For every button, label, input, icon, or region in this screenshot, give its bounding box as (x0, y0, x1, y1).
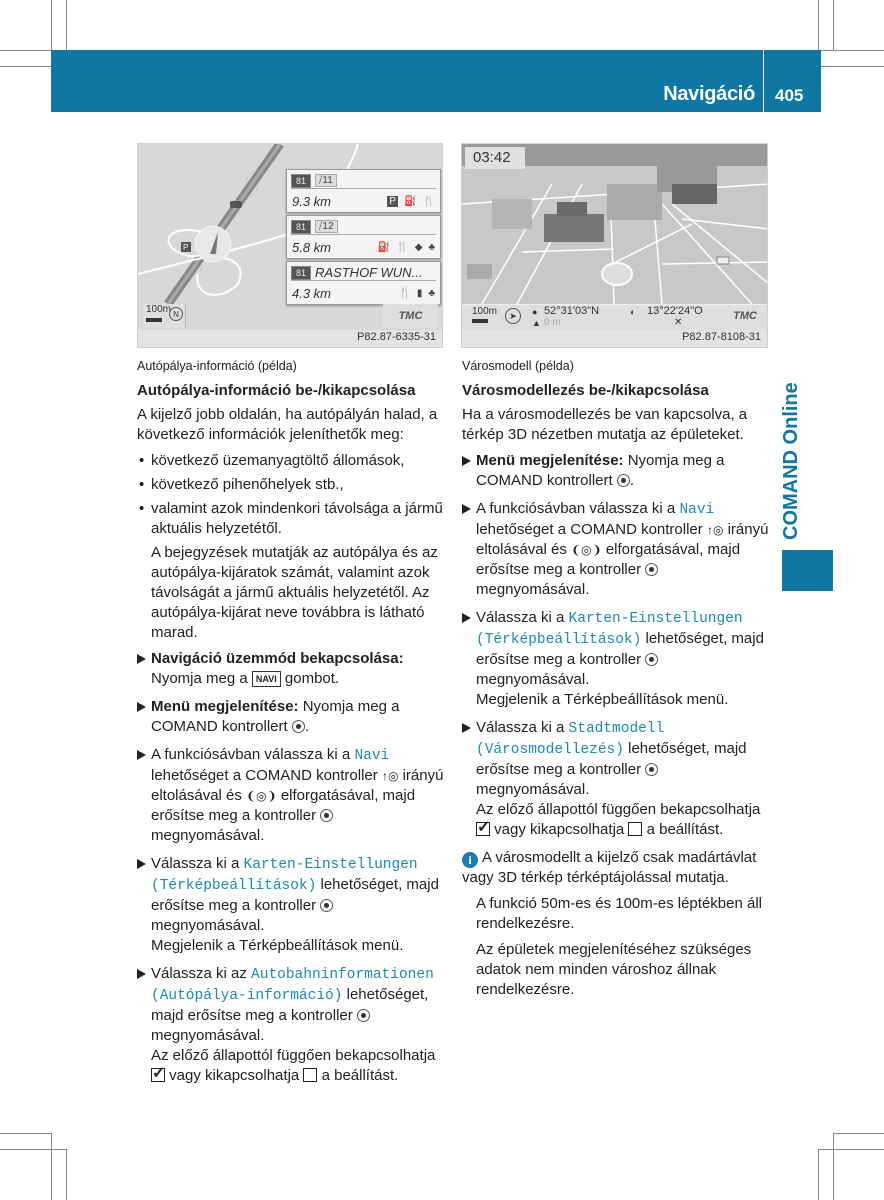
figure-autobahn-info (137, 143, 443, 348)
right-column (462, 356, 772, 1006)
menu-option: Stadtmodell (Városmodellezés) (476, 721, 665, 758)
intro-paragraph: Ha a városmodellezés be van kapcsolva, a térkép 3D nézetben mutatja az épületeket. (462, 406, 748, 443)
parking-icon: P (389, 195, 397, 207)
fuel-icon: ⛽ (404, 195, 417, 207)
autobahn-panel (286, 169, 441, 213)
crop-mark (51, 1133, 52, 1200)
distance: 4.3 km (292, 285, 332, 301)
step-arrow-icon (462, 723, 471, 733)
autobahn-panel (286, 215, 441, 259)
scale-indicator: 100m N (142, 304, 186, 328)
chapter-tab-block (782, 550, 833, 591)
figure-code: P82.87-8108-31 (682, 331, 761, 343)
controller-press-icon (357, 1009, 370, 1022)
page-number: 405 (775, 86, 804, 105)
step-item: A funkciósávban válassza ki a Navi lehetőséget a COMAND kontroller ↑◎ irányú eltolásával és ❨◎❩ elforgatásával, majd erősítse meg a kontroller megnyomásával. (462, 499, 772, 600)
menu-option: Navi (679, 502, 715, 518)
fuel-icon: ⛽ (377, 241, 391, 253)
road-number-badge: 81 (291, 174, 311, 188)
crop-mark (833, 1133, 884, 1134)
note-paragraph: A bejegyzések mutatják az autópálya és az autópálya-kijáratok számát, valamint azok távolságát a jármű aktuális helyzetétől. Az autópálya-kijárat neve továbbra is látható marad. (151, 544, 438, 641)
controller-press-icon (320, 809, 333, 822)
navi-key-icon: NAVI (252, 671, 281, 687)
chapter-tab: COMAND Online (780, 382, 802, 540)
longitude-icon: ◐ (630, 307, 636, 317)
list-item: • következő üzemanyagtöltő állomások, (137, 451, 447, 471)
menu-option: Navi (354, 748, 390, 764)
restaurant-icon: 🍴 (422, 195, 435, 207)
controller-press-icon (320, 899, 333, 912)
nav-screen (138, 144, 442, 330)
checkbox-checked-icon (151, 1068, 165, 1082)
controller-rotate-icon: ❨◎❩ (246, 789, 277, 803)
controller-slide-up-icon: ↑◎ (381, 769, 399, 783)
road-number-badge: 81 (291, 220, 311, 234)
junction-icon: ◆ (414, 241, 423, 253)
longitude: 13°22'24"O (647, 305, 703, 317)
crop-mark (0, 66, 51, 67)
left-column (137, 356, 447, 1094)
controller-press-icon (617, 474, 630, 487)
crop-mark (66, 1149, 67, 1200)
restaurant-icon: 🍴 (396, 241, 409, 253)
step-arrow-icon (462, 613, 471, 623)
crop-mark (51, 0, 52, 50)
figure-code: P82.87-6335-31 (357, 331, 436, 343)
tmc-badge: TMC (733, 310, 757, 322)
info-icon: i (462, 852, 478, 868)
crop-mark (66, 0, 67, 50)
section-heading: Városmodellezés be-/kikapcsolása (462, 382, 709, 399)
exit-badge: ⧸12 (315, 220, 338, 233)
controller-press-icon (645, 563, 658, 576)
crop-mark (0, 1133, 51, 1134)
nav-screen-3d (462, 144, 767, 304)
clock-display: 03:42 (465, 147, 525, 169)
autobahn-panel (286, 261, 441, 305)
crop-mark (833, 1133, 834, 1200)
scale-bar-icon (146, 318, 162, 322)
latitude: 52°31'03"N (544, 305, 600, 317)
road-number-badge: 81 (291, 266, 311, 280)
poi-icons (378, 242, 435, 253)
satellite-icon: ✕ (674, 317, 683, 328)
step-item: Menü megjelenítése: Nyomja meg a COMAND kontrollert . (137, 697, 447, 737)
step-item: Navigáció üzemmód bekapcsolása: Nyomja meg a NAVI gombot. (137, 649, 447, 689)
step-item: Válassza ki a Stadtmodell (Városmodellezés) lehetőséget, majd erősítse meg a kontroller megnyomásával. Az előző állapottól függően bekapcsolhatja ✓ vagy kikapcsolhatja a beállítást. (462, 718, 772, 840)
poi-icons (387, 196, 435, 207)
controller-press-icon (645, 763, 658, 776)
intro-paragraph: A kijelző jobb oldalán, ha autópályán halad, a következő információk jeleníthetők meg: (137, 406, 438, 443)
crop-mark (818, 1149, 819, 1200)
map-status-bar (138, 301, 442, 329)
crop-mark (818, 0, 819, 50)
latitude-icon: ● (532, 307, 538, 317)
checkbox-checked-icon (476, 822, 490, 836)
step-arrow-icon (137, 969, 146, 979)
step-item: Válassza ki a Karten-Einstellungen (Térképbeállítások) lehetőséget, majd erősítse meg a kontroller megnyomásával. Megjelenik a Térképbeállítások menü. (462, 608, 772, 710)
info-paragraph: Az épületek megjelenítéséhez szükséges adatok nem minden városhoz állnak rendelkezésre. (476, 941, 752, 998)
toilet-icon: ▮ (416, 287, 423, 299)
figure-caption: Autópálya-információ (példa) (137, 359, 297, 373)
step-arrow-icon (462, 456, 471, 466)
crop-mark (0, 50, 51, 51)
altitude: 0 m (544, 317, 561, 328)
restaurant-icon: 🍴 (398, 287, 411, 299)
controller-press-icon (645, 653, 658, 666)
rest-area-icon: ♣ (428, 241, 435, 253)
checkbox-unchecked-icon (303, 1068, 317, 1082)
controller-rotate-icon: ❨◎❩ (571, 543, 602, 557)
info-paragraph: A funkció 50m-es és 100m-es léptékben áll rendelkezésre. (476, 895, 762, 932)
controller-slide-up-icon: ↑◎ (706, 523, 724, 537)
menu-option: Autobahninformationen (Autópálya-információ) (151, 967, 434, 1004)
crop-mark (818, 1149, 884, 1150)
menu-option: Karten-Einstellungen (Térképbeállítások) (476, 611, 743, 648)
section-heading: Autópálya-információ be-/kikapcsolása (137, 382, 416, 399)
scale-bar-icon (472, 319, 488, 323)
crop-mark (0, 1149, 66, 1150)
header-divider (763, 50, 764, 112)
figure-caption: Városmodell (példa) (462, 359, 574, 373)
checkbox-unchecked-icon (628, 822, 642, 836)
step-arrow-icon (137, 859, 146, 869)
section-title: Navigáció (663, 83, 755, 105)
step-arrow-icon (137, 750, 146, 760)
crop-mark (821, 66, 884, 67)
list-item: • valamint azok mindenkori távolsága a jármű aktuális helyzetétől. (137, 499, 447, 539)
exit-badge: ⧸11 (315, 174, 337, 187)
rest-area-icon: ♣ (428, 287, 435, 299)
step-item: Menü megjelenítése: Nyomja meg a COMAND kontrollert . (462, 451, 772, 491)
distance: 5.8 km (292, 239, 332, 255)
step-arrow-icon (137, 654, 146, 664)
step-item: Válassza ki a Karten-Einstellungen (Térképbeállítások) lehetőséget, majd erősítse meg a kontroller megnyomásával. Megjelenik a Térképbeállítások menü. (137, 854, 447, 956)
figure-city-model (461, 143, 768, 348)
map-status-bar: 100m ➤ ● 52°31'03"N ▲ 0 m ◐ 13°22'24"O ✕ TMC (462, 304, 767, 330)
tmc-badge: TMC (383, 304, 438, 328)
step-arrow-icon (462, 504, 471, 514)
controller-press-icon (292, 720, 305, 733)
rest-stop-name: RASTHOF WUN... (315, 265, 423, 280)
list-item: • következő pihenőhelyek stb., (137, 475, 447, 495)
step-item: A funkciósávban válassza ki a Navi lehetőséget a COMAND kontroller ↑◎ irányú eltolásával és ❨◎❩ elforgatásával, majd erősítse meg a kontroller megnyomásával. (137, 745, 447, 846)
svg-text:P: P (183, 243, 189, 252)
poi-icons (398, 288, 435, 299)
crop-mark (821, 50, 884, 51)
distance: 9.3 km (292, 193, 332, 209)
info-note: i A városmodellt a kijelző csak madártávlat vagy 3D térkép térképtájolással mutatja. (462, 849, 757, 886)
compass-icon: ➤ (505, 308, 521, 324)
compass-icon: N (169, 307, 183, 321)
step-item: Válassza ki az Autobahninformationen (Autópálya-információ) lehetőséget, majd erősítse meg a kontroller megnyomásával. Az előző állapottól függően bekapcsolhatja ✓ vagy kikapcsolhatja a beállítást. (137, 964, 447, 1086)
step-arrow-icon (137, 702, 146, 712)
altitude-icon: ▲ (532, 318, 541, 328)
menu-option: Karten-Einstellungen (Térképbeállítások) (151, 857, 418, 894)
crop-mark (833, 0, 834, 50)
